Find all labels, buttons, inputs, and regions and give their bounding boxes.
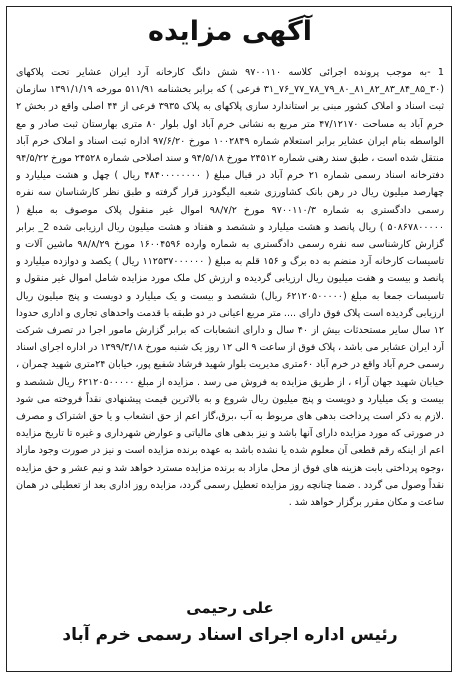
notice-title: آگهی مزایده (148, 16, 312, 47)
signatory-name: علی رحیمی (186, 599, 274, 617)
notice-body (16, 64, 444, 594)
notice-body-paragraph: 1 -به موجب پرونده اجرائی کلاسه ۹۷۰۰۱۱۰ شش دانگ کارخانه آرد ایران عشایر تحت پلاکهای (۳۰_۸۵_۸۴_۸۳_۸۲_۸۱_۸۰_۷۹_۷۸_۷۷_۷۶_۳۱ فرعی ) که برابر بخشنامه ۵۱۱/۹۱ مورخه ۱۳۹۱/۱/۱۹ سازمان ثبت اسناد و املاک کشور مبنی بر استاندارد سازی پلاکهای به پلاک ۳۹۳۵ فرعی از ۴۴ اصلی واقع در بخش ۲ خرم آباد به مساحت ۴۷/۱۲۱۷۰ متر مربع به نشانی خرم آباد اول بلوار ۸۰ متری بهارستان ثبت صادر و مع الواسطه بنام ایران عشایر برابر استعلام شماره ۱۰۰۲۸۴۹ مورخ ۹۷/۶/۲۰ اداره ثبت اسناد و املاک خرم آباد منتقل شده است ، طبق سند رهنی شماره ۲۴۵۱۲ مورخ ۹۴/۵/۱۸ و سند اصلاحی شماره ۲۴۵۲۸ مورخ ۹۴/۵/۲۲ دفترخانه اسناد رسمی شماره ۲۱ خرم آباد در قبال مبلغ ( ۴۸۴۰۰۰۰۰۰۰۰ ریال ) چهل و هشت میلیارد و چهارصد میلیون ریال در رهن بانک کشاورزی شعبه الیگودرز قرار گرفته و طبق نظر کارشناسان سه نفره رسمی دادگستری به شماره ۹۷۰۰۱۱۰/۳ مورخ ۹۸/۷/۲ اموال غیر منقول پلاک موصوف به مبلغ ( ۵۰۸۶۷۸۰۰۰۰۰ ) ریال پانصد و هشت میلیارد و ششصد و هفتاد و هشت میلیون ریال ارزیابی شده 2_ برابر گزارش کارشناسی سه نفره رسمی دادگستری به شماره وارده ۱۶۰۰۴۵۹۶ مورخ ۹۸/۸/۲۹ ماشین آلات و تاسیسات کارخانه آرد منضم به ده برگ و ۱۵۶ قلم به مبلغ ( ۱۱۲۵۳۷۰۰۰۰۰۰ ریال ) یکصد و دوازده میلیارد و پانصد و بیست و هفت میلیون ریال ارزیابی گردیده و ارزش کل ملک مورد مزایده شامل اموال غیر منقول و تاسیسات جمعا به مبلغ (۶۲۱۲۰۵۰۰۰۰۰ ریال) ششصد و بیست و یک میلیارد و دویست و پنج میلیون ریال ارزیابی گردیده است پلاک فوق دارای .... متر مربع اعیانی در دو طبقه با قدمت واحدهای تجاری و اداری حدودا ۱۲ سال سایر مستحدثات بیش از ۴۰ سال و دارای انشعابات که برابر گزارش مامور اجرا در تصرف شرکت آرد ایران عشایر می باشد ، پلاک فوق از ساعت ۹ الی ۱۲ روز یک شنبه مورخ ۱۳۹۹/۳/۱۸ در اداره اجرای اسناد رسمی خرم آباد واقع در خرم آباد ۶۰متری مدیریت بلوار شهید فرشاد شفیع پور، خیابان ۲۴متری شهید چمران ، خیابان شهید جهان آراء ، از طریق مزایده به فروش می رسد . مزایده از مبلغ ۶۲۱۲۰۵۰۰۰۰۰ ریال ششصد و بیست و یک میلیارد و دویست و پنج میلیون ریال شروع و به بالاترین قیمت پیشنهادی نقداً فروخته می شود .لازم به ذکر است پرداخت بدهی های مربوط به آب ،برق،گاز اعم از حق انشعاب و یا حق اشتراک و مصرف در صورتی که مورد مزایده دارای آنها باشد و نیز بدهی های مالیاتی و عوارض شهرداری و غیره تا تاریخ مزایده اعم از اینکه رقم قطعی آن معلوم شده یا نشده باشد به عهده برنده مزایده است و نیز در صورت وجود مازاد ،وجوه پرداختی بابت هزینه های فوق از محل مازاد به برنده مزایده مسترد خواهد شد و نیم عشر و حق مزایده نقداً وصول می گردد . ضمنا چنانچه روز مزایده تعطیل رسمی گردد، مزایده روز اداری بعد از تعطیلی در همان ساعت و مکان مقرر برگزار خواهد شد . (16, 67, 444, 509)
signatory-title: رئیس اداره اجرای اسناد رسمی خرم آباد (62, 625, 398, 645)
